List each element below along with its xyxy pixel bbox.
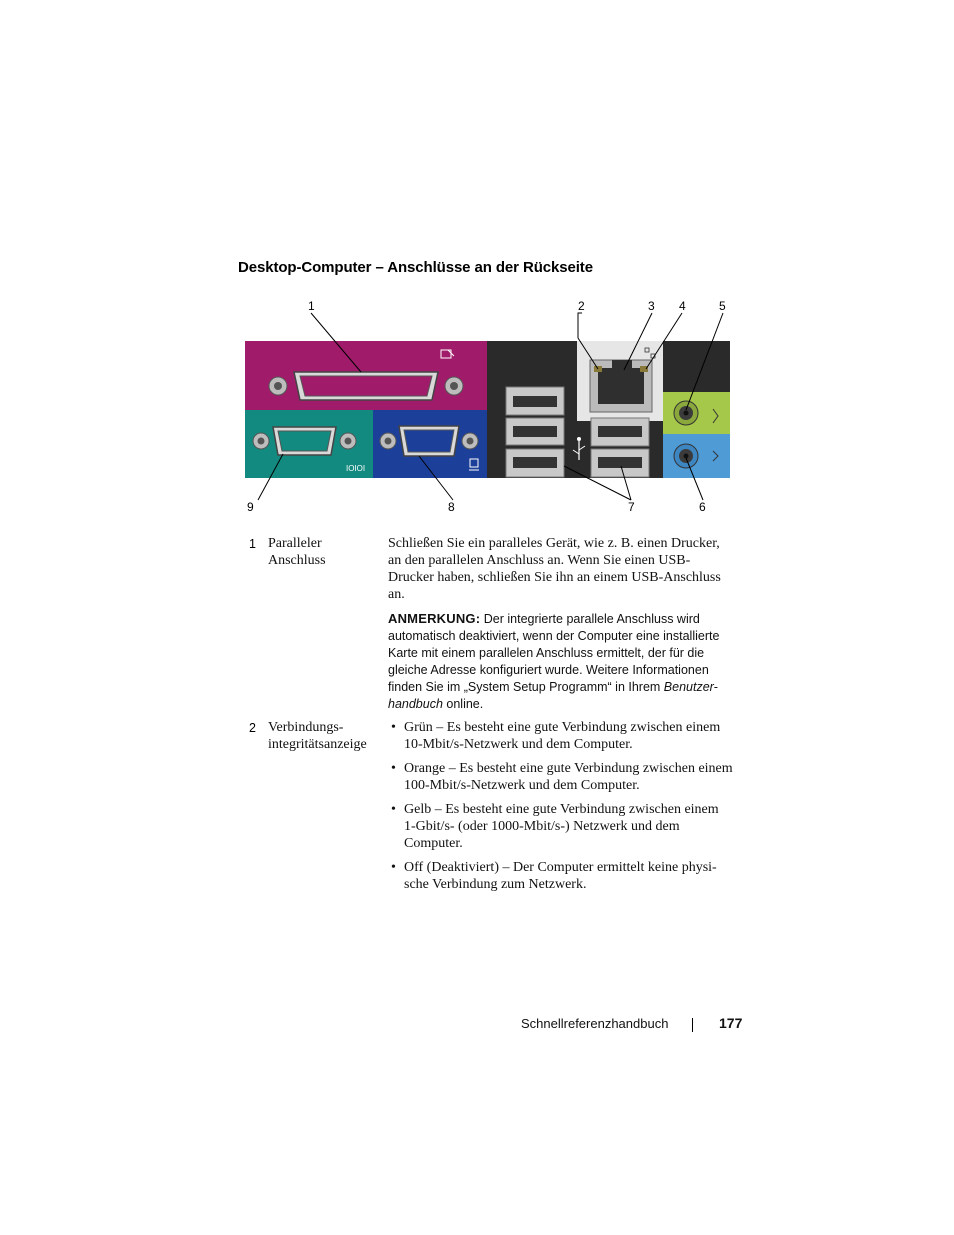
list-item: • Off (Deaktiviert) – Der Computer ermittelt keine physi- sche Verbindung zum Netzwerk. xyxy=(391,860,717,892)
callout-4: 4 xyxy=(679,299,686,313)
footer-divider xyxy=(692,1018,693,1032)
callout-7: 7 xyxy=(628,500,635,514)
line-out-connector xyxy=(674,401,698,425)
row-label: Verbindungs- integritätsanzeige xyxy=(268,720,367,752)
section-heading: Desktop-Computer – Anschlüsse an der Rückseite xyxy=(238,259,593,276)
network-connector xyxy=(590,360,652,412)
row-number: 1 xyxy=(249,537,256,551)
callout-5: 5 xyxy=(719,299,726,313)
callout-9: 9 xyxy=(247,500,254,514)
callout-3: 3 xyxy=(648,299,655,313)
back-panel-figure xyxy=(238,296,738,518)
callout-2: 2 xyxy=(578,299,585,313)
serial-label: IOIOI xyxy=(346,464,366,473)
callout-1: 1 xyxy=(308,299,315,313)
bullet-list xyxy=(388,719,733,900)
back-panel-illustration xyxy=(238,296,738,518)
usb-ports-left xyxy=(506,387,564,477)
row-label: Paralleler Anschluss xyxy=(268,536,326,568)
callout-8: 8 xyxy=(448,500,455,514)
line-in-connector xyxy=(674,444,698,468)
list-item: • Orange – Es besteht eine gute Verbindung zwischen einem 100-Mbit/s-Netzwerk und dem Computer. xyxy=(391,761,733,793)
list-item: • Gelb – Es besteht eine gute Verbindung zwischen einem 1-Gbit/s- (oder 1000-Mbit/s-) Netzwerk und dem Computer. xyxy=(391,802,719,851)
list-item: • Grün – Es besteht eine gute Verbindung zwischen einem 10-Mbit/s-Netzwerk und dem Computer. xyxy=(391,720,721,752)
note-heading: ANMERKUNG: xyxy=(388,611,481,626)
footer-title: Schnellreferenzhandbuch xyxy=(521,1016,669,1031)
page-number: 177 xyxy=(719,1015,743,1031)
row-description: Schließen Sie ein paralleles Gerät, wie z. B. einen Drucker, an den parallelen Anschluss an. Wenn Sie einen USB- Drucker haben, schließen Sie ihn an einem USB-Anschluss an. xyxy=(388,536,721,602)
row-number: 2 xyxy=(249,721,256,735)
note-block: ANMERKUNG: Der integrierte parallele Anschluss wird automatisch deaktiviert, wenn der Computer eine installierte Karte mit einem parallelen Anschluss ermittelt, der für die gleiche Adresse konfiguriert wurde. Weitere Informationen finden Sie im „System Setup Programm“ in Ihrem Benutzer- handbuch online. xyxy=(388,611,720,711)
callout-6: 6 xyxy=(699,500,706,514)
